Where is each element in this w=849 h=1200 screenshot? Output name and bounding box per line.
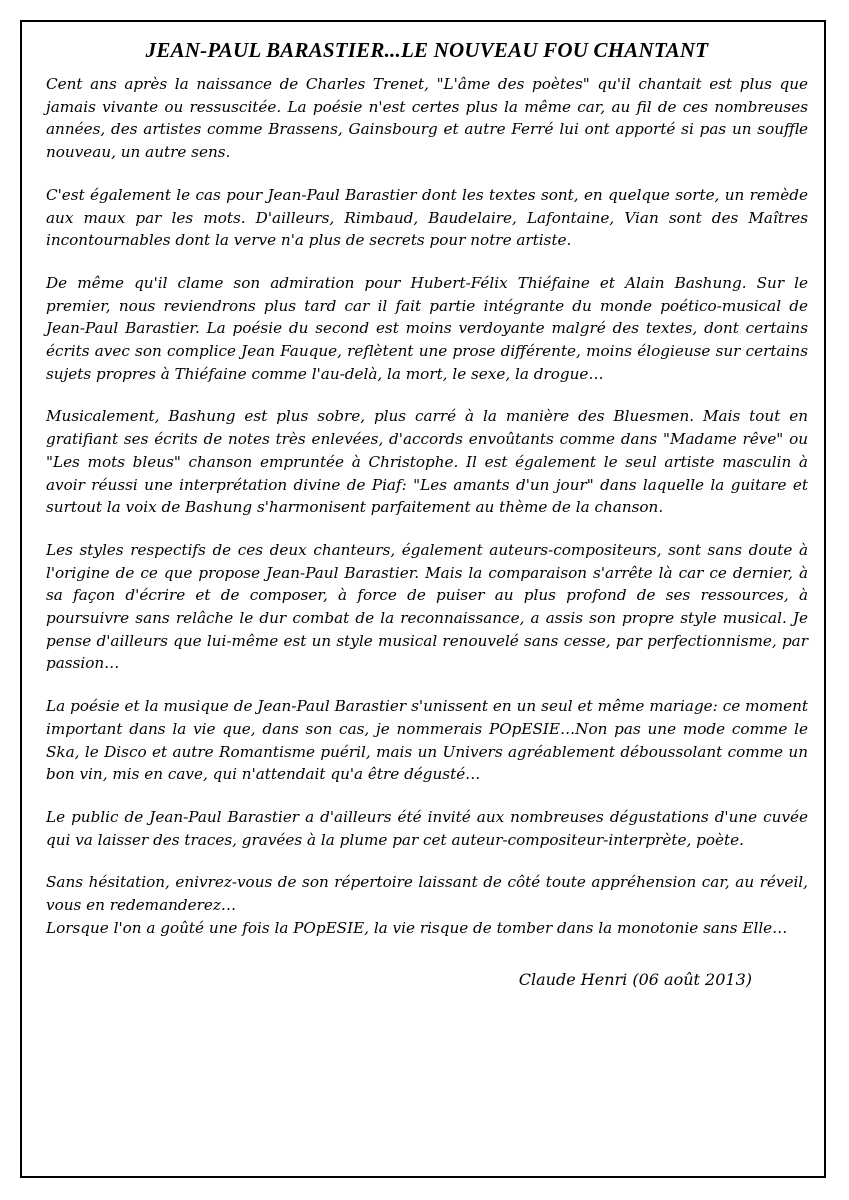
- article: [46, 38, 808, 989]
- paragraph-9: Lorsque l'on a goûté une fois la POpESIE, la vie risque de tomber dans la monotonie sans Elle…: [46, 918, 788, 937]
- paragraph-3: De même qu'il clame son admiration pour Hubert-Félix Thiéfaine et Alain Bashung. Sur le premier, nous reviendrons plus tard car il fait partie intégrante du monde poético-musical de Jean-Paul Barastier. La poésie du second est moins verdoyante malgré des textes, dont certains écrits avec son complice Jean Fauque, reflètent une prose différente, moins élogieuse sur certains sujets propres à Thiéfaine comme l'au-delà, la mort, le sexe, la drogue…: [46, 273, 808, 383]
- paragraph-8: Sans hésitation, enivrez-vous de son répertoire laissant de côté toute appréhension car, au réveil, vous en redemanderez…: [46, 873, 808, 915]
- paragraph-5: Les styles respectifs de ces deux chanteurs, également auteurs-compositeurs, sont sans doute à l'origine de ce que propose Jean-Paul Barastier. Mais la comparaison s'arrête là car ce dernier, à sa façon d'écrire et de composer, à force de puiser au plus profond de ses ressources, à poursuivre sans relâche le dur combat de la reconnaissance, a assis son propre style musical. Je pense d'ailleurs que lui-même est un style musical renouvelé sans cesse, par perfectionnisme, par passion…: [46, 540, 808, 673]
- paragraph-2: C'est également le cas pour Jean-Paul Barastier dont les textes sont, en quelque sorte, un remède aux maux par les mots. D'ailleurs, Rimbaud, Baudelaire, Lafontaine, Vian sont des Maîtres incontournables dont la verve n'a plus de secrets pour notre artiste.: [46, 185, 808, 250]
- author-signature: Claude Henri (06 août 2013): [518, 969, 752, 989]
- article-title: JEAN-PAUL BARASTIER...LE NOUVEAU FOU CHANTANT: [145, 38, 709, 62]
- paragraph-7: Le public de Jean-Paul Barastier a d'ailleurs été invité aux nombreuses dégustations d'une cuvée qui va laisser des traces, gravées à la plume par cet auteur-compositeur-interprète, poète.: [46, 807, 808, 849]
- paragraph-4: Musicalement, Bashung est plus sobre, plus carré à la manière des Bluesmen. Mais tout en gratifiant ses écrits de notes très enlevées, d'accords envoûtants comme dans "Madame rêve" ou "Les mots bleus" chanson empruntée à Christophe. Il est également le seul artiste masculin à avoir réussi une interprétation divine de Piaf: "Les amants d'un jour" dans laquelle la guitare et surtout la voix de Bashung s'harmonisent parfaitement au thème de la chanson.: [46, 407, 808, 517]
- paragraph-6: La poésie et la musique de Jean-Paul Barastier s'unissent en un seul et même mariage: ce moment important dans la vie que, dans son cas, je nommerais POpESIE…Non pas une mode comme le Ska, le Disco et autre Romantisme puéril, mais un Univers agréablement déboussolant comme un bon vin, mis en cave, qui n'attendait qu'a être dégusté…: [46, 697, 808, 784]
- paragraph-1: Cent ans après la naissance de Charles Trenet, "L'âme des poètes" qu'il chantait est plus que jamais vivante ou ressuscitée. La poésie n'est certes plus la même car, au fil de ces nombreuses années, des artistes comme Brassens, Gainsbourg et autre Ferré lui ont apporté si pas un souffle nouveau, un autre sens.: [46, 75, 808, 162]
